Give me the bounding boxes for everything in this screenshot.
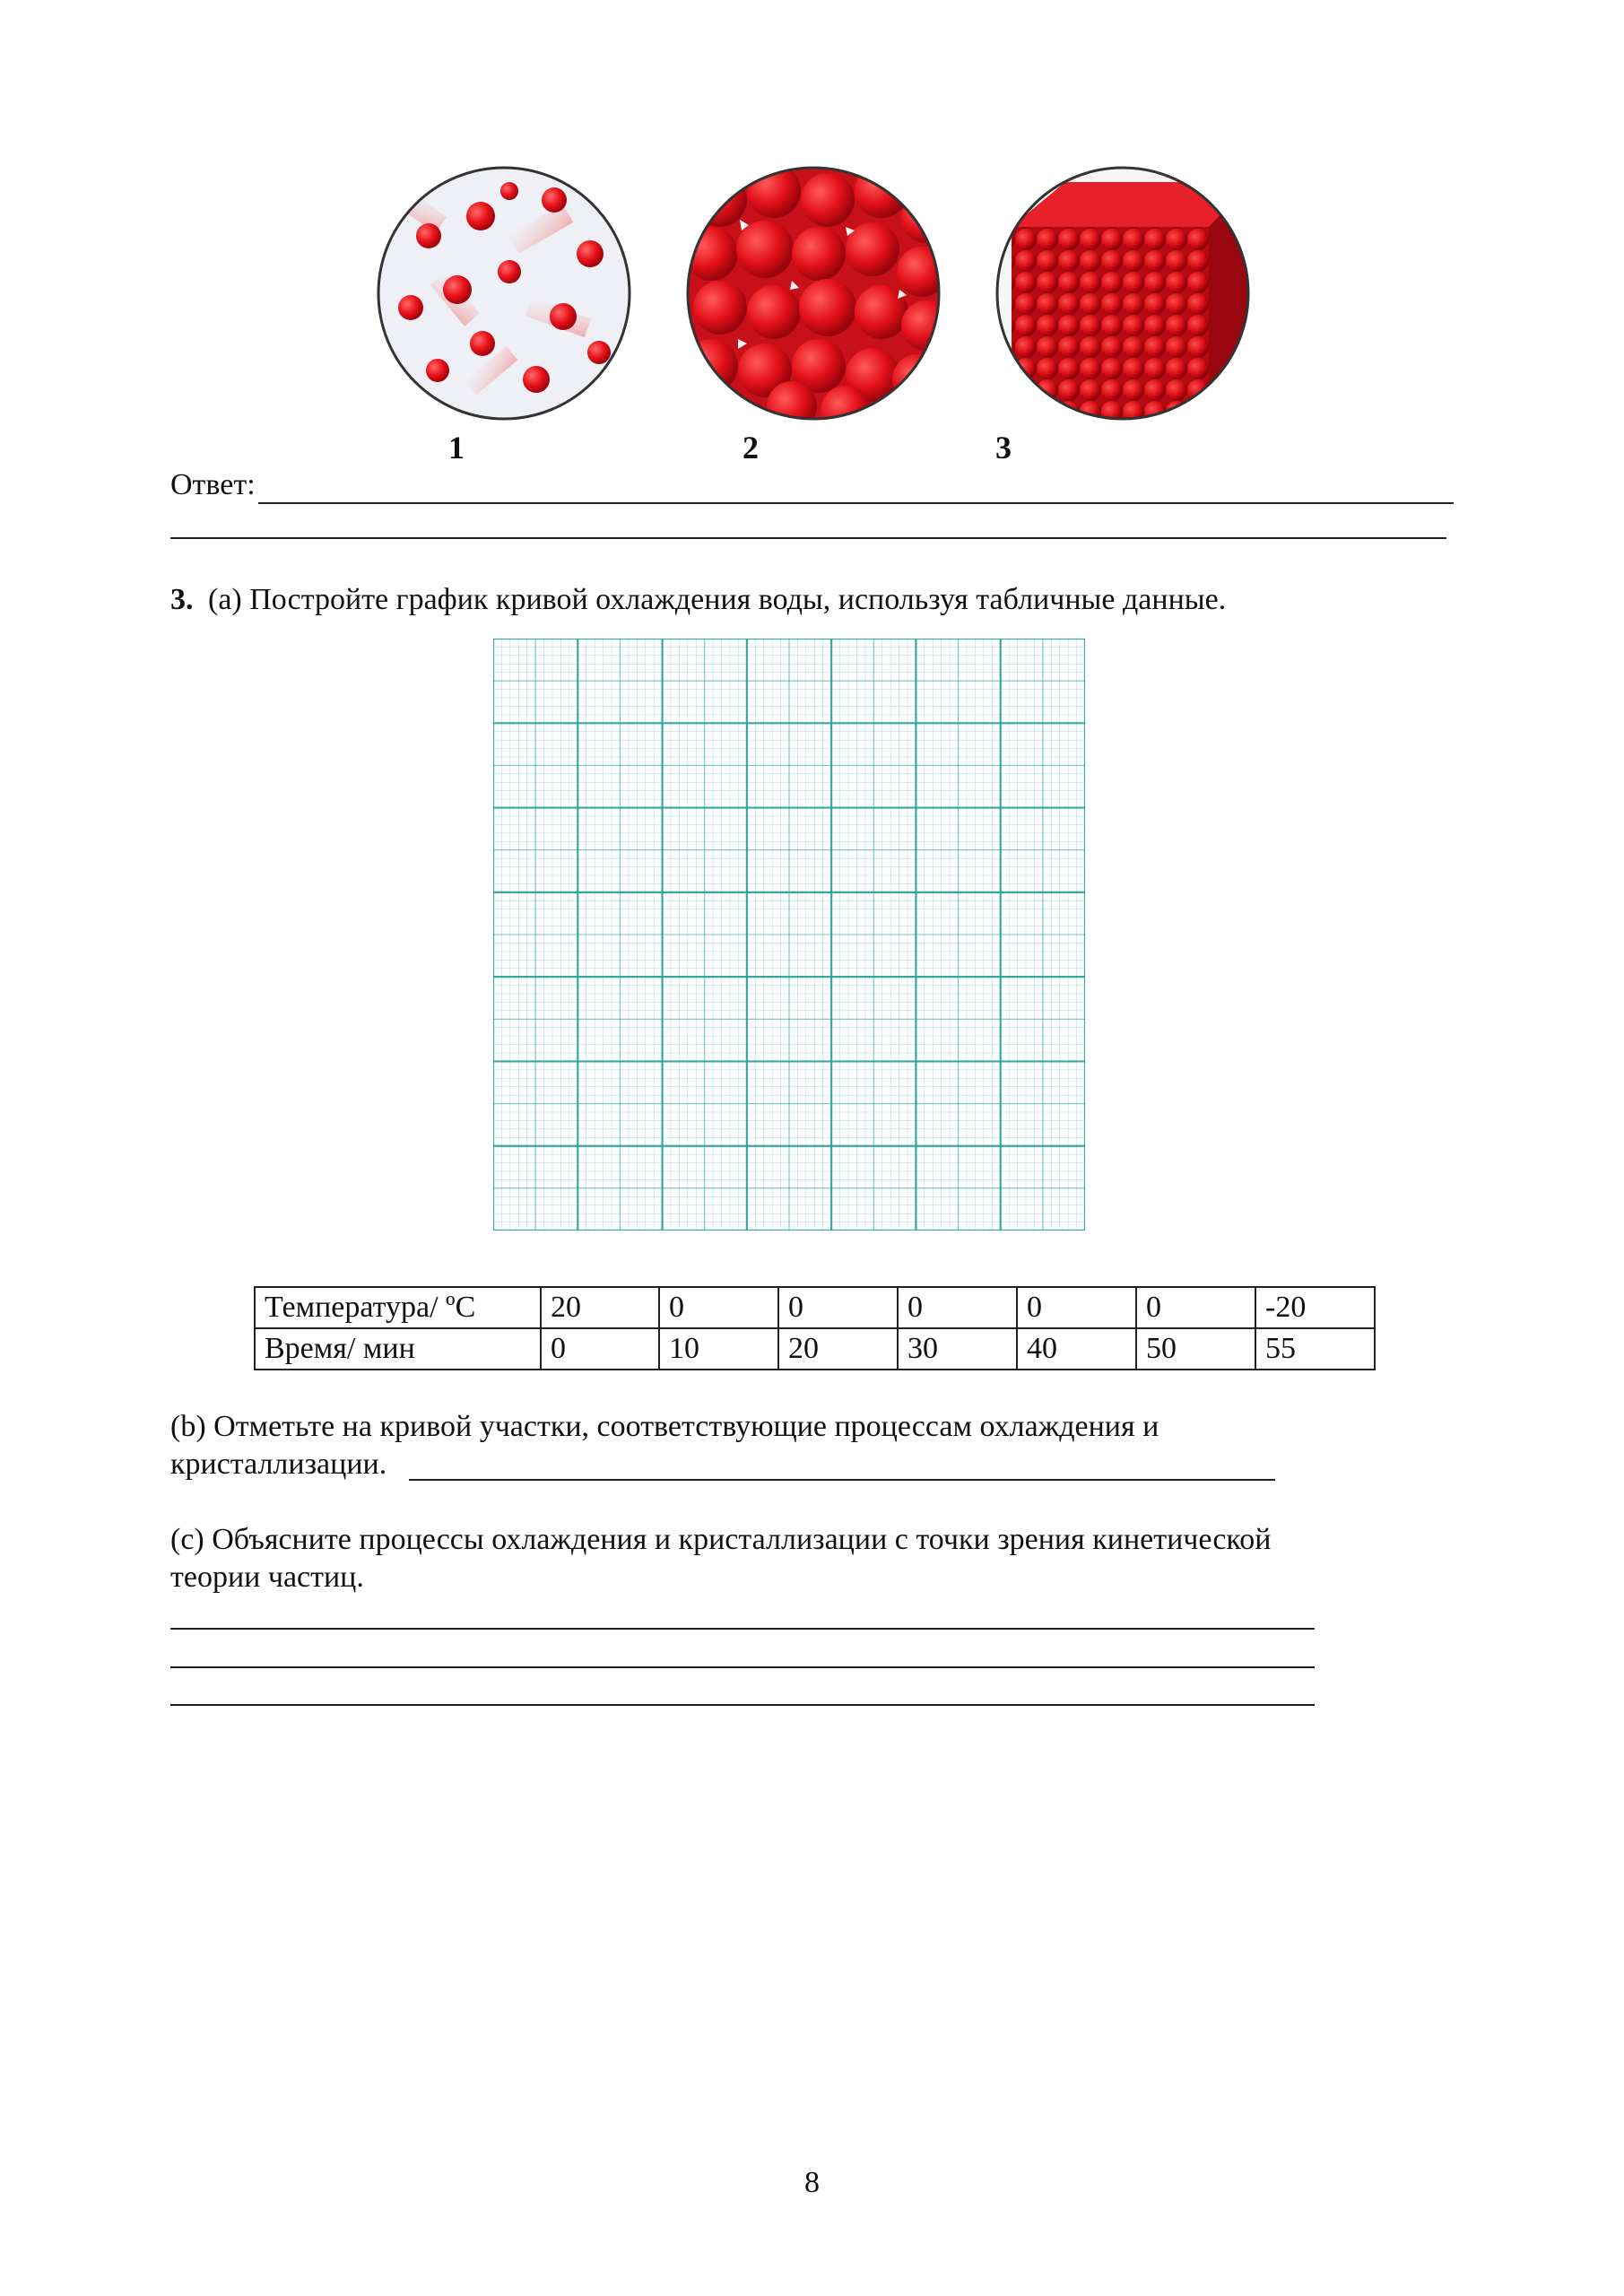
part-c-answer-line-1[interactable] xyxy=(170,1628,1315,1630)
table-cell: 0 xyxy=(1136,1287,1255,1328)
figure-label-1: 1 xyxy=(448,430,465,465)
particle-figure xyxy=(359,157,1255,426)
table-cell: 30 xyxy=(898,1328,1017,1370)
answer-label: Ответ: xyxy=(170,468,256,501)
question-3-text xyxy=(170,583,1226,617)
page-number: 8 xyxy=(804,2166,820,2199)
row-header-time: Время/ мин xyxy=(255,1328,541,1370)
data-table xyxy=(254,1286,1376,1370)
table-cell: -20 xyxy=(1255,1287,1375,1328)
part-c-answer-line-3[interactable] xyxy=(170,1704,1315,1706)
table-cell: 50 xyxy=(1136,1328,1255,1370)
row-header-temperature: Температура/ ºС xyxy=(255,1287,541,1328)
table-cell: 0 xyxy=(898,1287,1017,1328)
part-b-line-1: (b) Отметьте на кривой участки, соответствующие процессам охлаждения и xyxy=(170,1410,1159,1443)
answer-line-1[interactable] xyxy=(258,502,1454,504)
answer-line-2[interactable] xyxy=(170,537,1446,539)
table-cell: 20 xyxy=(541,1287,659,1328)
table-cell: 20 xyxy=(778,1328,898,1370)
part-c-line-2: теории частиц. xyxy=(170,1561,364,1594)
table-cell: 0 xyxy=(1017,1287,1136,1328)
table-cell: 10 xyxy=(659,1328,778,1370)
part-b-line-2: кристаллизации. xyxy=(170,1448,387,1481)
liquid-particles-image xyxy=(684,164,942,422)
gas-particles-image xyxy=(375,164,633,422)
table-row-temperature xyxy=(255,1287,1375,1328)
figure-label-3: 3 xyxy=(995,430,1012,465)
solid-particles-image xyxy=(994,164,1252,422)
question-number: 3. xyxy=(170,583,194,616)
part-b-answer-line[interactable] xyxy=(409,1479,1275,1481)
table-row-time xyxy=(255,1328,1375,1370)
question-part-a: (a) Постройте график кривой охлаждения воды, используя табличные данные. xyxy=(208,583,1227,616)
table-cell: 0 xyxy=(778,1287,898,1328)
part-c-answer-line-2[interactable] xyxy=(170,1666,1315,1668)
graph-paper[interactable] xyxy=(493,639,1085,1235)
table-cell: 0 xyxy=(541,1328,659,1370)
part-c-line-1: (c) Объясните процессы охлаждения и кристаллизации с точки зрения кинетической xyxy=(170,1523,1272,1556)
table-cell: 40 xyxy=(1017,1328,1136,1370)
table-cell: 0 xyxy=(659,1287,778,1328)
figure-label-2: 2 xyxy=(743,430,759,465)
table-cell: 55 xyxy=(1255,1328,1375,1370)
